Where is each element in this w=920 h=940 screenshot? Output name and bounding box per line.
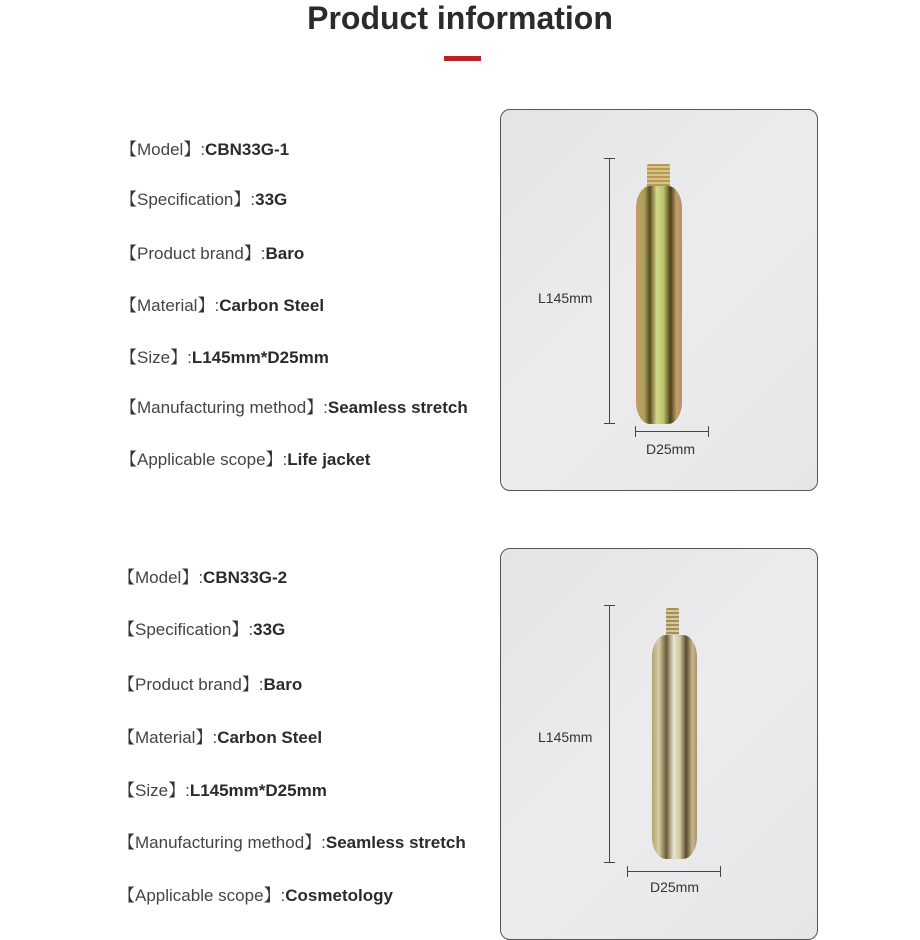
- product-2-photo: [500, 548, 818, 940]
- spec-label: Material: [137, 296, 198, 315]
- spec-label: Size: [135, 781, 169, 800]
- spec-value: L145mm*D25mm: [189, 781, 327, 800]
- spec-value: Life jacket: [287, 450, 371, 469]
- length-label: L145mm: [538, 729, 593, 745]
- diameter-label: D25mm: [646, 441, 696, 457]
- spec-label: Size: [137, 348, 171, 367]
- spec-value: CBN33G-1: [205, 140, 290, 159]
- spec-label: Specification: [135, 620, 232, 639]
- spec-row-scope: 【Applicable scope】:Cosmetology: [118, 886, 393, 905]
- spec-row-specification: 【Specification】:33G: [120, 190, 288, 209]
- spec-row-model: 【Model】:CBN33G-2: [118, 568, 288, 587]
- spec-row-specification: 【Specification】:33G: [118, 620, 286, 639]
- spec-label: Specification: [137, 190, 234, 209]
- gas-cylinder: [636, 186, 682, 424]
- spec-row-brand: 【Product brand】:Baro: [120, 244, 305, 263]
- spec-value: Carbon Steel: [219, 296, 325, 315]
- spec-value: Carbon Steel: [217, 728, 323, 747]
- spec-row-material: 【Material】:Carbon Steel: [120, 296, 325, 315]
- spec-value: CBN33G-2: [203, 568, 288, 587]
- length-label: L145mm: [538, 290, 593, 306]
- length-dimension-line: [609, 158, 610, 424]
- spec-value: Baro: [263, 675, 303, 694]
- spec-label: Manufacturing method: [137, 398, 307, 417]
- spec-row-scope: 【Applicable scope】:Life jacket: [120, 450, 371, 469]
- spec-value: 33G: [255, 190, 288, 209]
- spec-value: Seamless stretch: [327, 398, 468, 417]
- spec-label: Material: [135, 728, 196, 747]
- spec-row-material: 【Material】:Carbon Steel: [118, 728, 323, 747]
- page-title: Product information: [307, 0, 613, 36]
- spec-value: Baro: [265, 244, 305, 263]
- diameter-dimension-line: [627, 871, 721, 872]
- spec-label: Applicable scope: [137, 450, 266, 469]
- gas-cylinder: [652, 635, 697, 859]
- spec-row-brand: 【Product brand】:Baro: [118, 675, 303, 694]
- spec-row-model: 【Model】:CBN33G-1: [120, 140, 290, 159]
- spec-row-manufacturing: 【Manufacturing method】:Seamless stretch: [118, 833, 466, 852]
- product-1-photo: [500, 109, 818, 491]
- spec-value: Cosmetology: [285, 886, 393, 905]
- diameter-label: D25mm: [650, 879, 700, 895]
- diameter-dimension-line: [635, 431, 709, 432]
- spec-label: Product brand: [135, 675, 242, 694]
- spec-value: Seamless stretch: [325, 833, 466, 852]
- spec-row-manufacturing: 【Manufacturing method】:Seamless stretch: [120, 398, 468, 417]
- spec-value: 33G: [253, 620, 286, 639]
- spec-label: Model: [135, 568, 182, 587]
- spec-label: Model: [137, 140, 184, 159]
- spec-row-size: 【Size】:L145mm*D25mm: [118, 781, 327, 800]
- title-underline: [444, 56, 481, 61]
- spec-label: Manufacturing method: [135, 833, 305, 852]
- spec-label: Applicable scope: [135, 886, 264, 905]
- length-dimension-line: [609, 605, 610, 863]
- spec-row-size: 【Size】:L145mm*D25mm: [120, 348, 329, 367]
- spec-label: Product brand: [137, 244, 244, 263]
- spec-value: L145mm*D25mm: [191, 348, 329, 367]
